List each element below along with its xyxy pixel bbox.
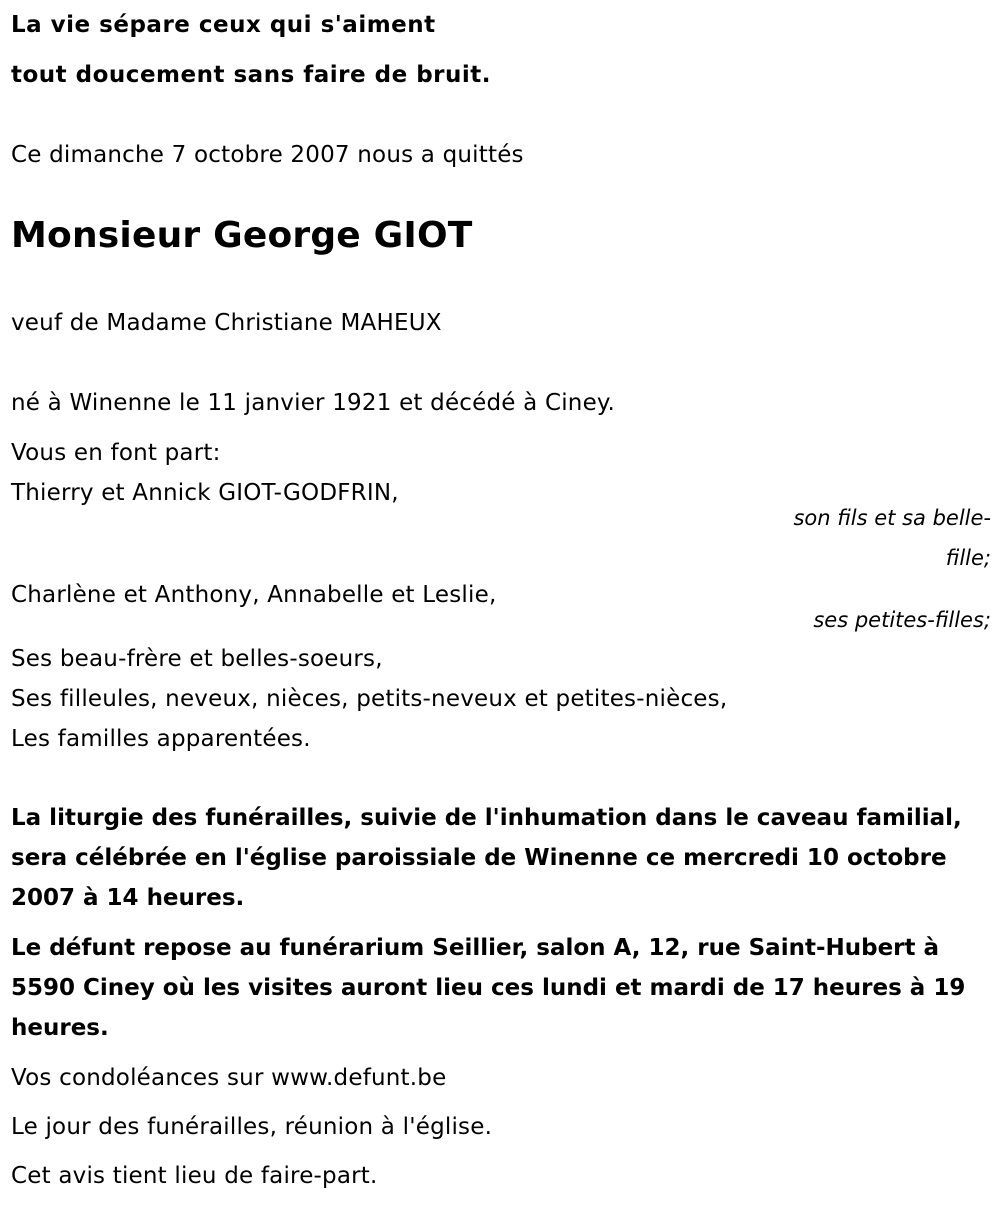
family-other-line: Les familles apparentées. xyxy=(11,726,311,752)
deceased-name: Monsieur George GIOT xyxy=(11,215,473,256)
quote-line-2: tout doucement sans faire de bruit. xyxy=(11,62,491,88)
spouse-line: veuf de Madame Christiane MAHEUX xyxy=(11,310,442,336)
birth-death-line: né à Winenne le 11 janvier 1921 et décédé à Ciney. xyxy=(11,390,615,416)
family-other-line: Ses filleules, neveux, nièces, petits-neveux et petites-nièces, xyxy=(11,686,728,712)
family-member-names: Charlène et Anthony, Annabelle et Leslie, xyxy=(11,582,497,608)
visitation-paragraph: Le défunt repose au funérarium Seillier, salon A, 12, rue Saint-Hubert à 5590 Ciney où les visites auront lieu ces lundi et mardi de 17 heures à 19 heures. xyxy=(11,935,966,1041)
family-other-line: Ses beau-frère et belles-soeurs, xyxy=(11,646,383,672)
notice-line: Cet avis tient lieu de faire-part. xyxy=(11,1163,378,1189)
quote-line-1: La vie sépare ceux qui s'aiment xyxy=(11,12,436,38)
condolences-line: Vos condoléances sur www.defunt.be xyxy=(11,1065,447,1091)
family-member-relation: ses petites-filles; xyxy=(813,608,991,632)
family-member-relation: son fils et sa belle-fille; xyxy=(793,506,991,570)
family-intro: Vous en font part: xyxy=(11,440,221,466)
meeting-line: Le jour des funérailles, réunion à l'église. xyxy=(11,1114,493,1140)
family-member-names: Thierry et Annick GIOT-GODFRIN, xyxy=(11,480,399,506)
liturgy-paragraph: La liturgie des funérailles, suivie de l'inhumation dans le caveau familial, sera célébrée en l'église paroissiale de Winenne ce mercredi 10 octobre 2007 à 14 heures. xyxy=(11,805,962,911)
death-announcement: Ce dimanche 7 octobre 2007 nous a quittés xyxy=(11,142,524,168)
